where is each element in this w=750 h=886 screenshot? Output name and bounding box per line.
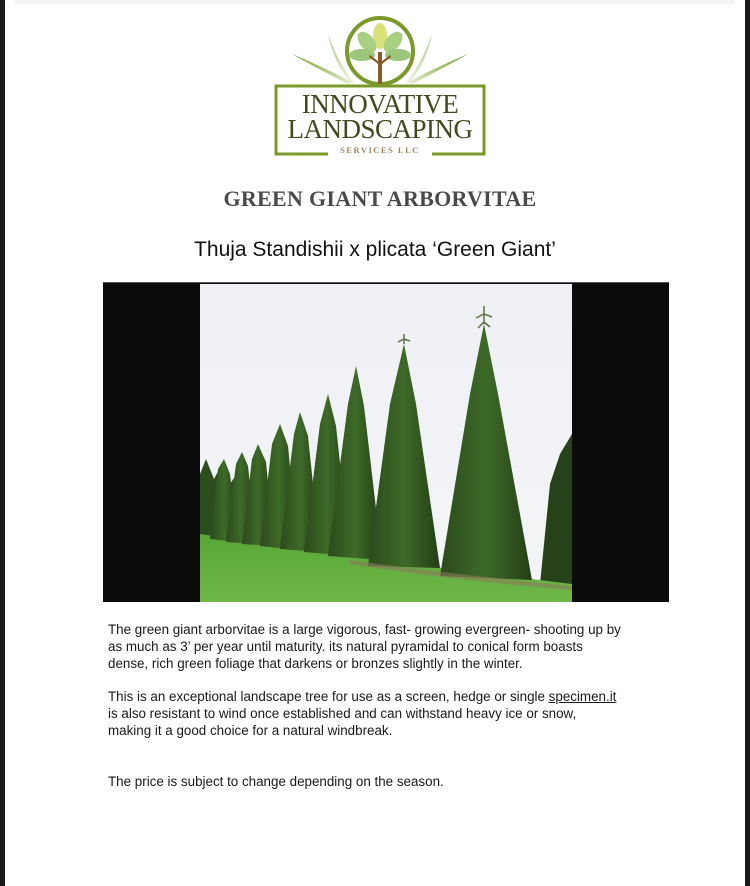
p2-line1-text: This is an exceptional landscape tree for use as a screen, hedge or single bbox=[108, 689, 549, 704]
price-note bbox=[108, 773, 688, 790]
botanical-name: Thuja Standishii x plicata ‘Green Giant’ bbox=[194, 238, 556, 261]
top-edge-shade bbox=[15, 0, 735, 4]
description-paragraph-1 bbox=[108, 621, 688, 672]
p3-line1: The price is subject to change depending on the season. bbox=[108, 774, 444, 789]
p2-line2: is also resistant to wind once established and can withstand heavy ice or snow, bbox=[108, 706, 577, 721]
logo-line-landscaping: LANDSCAPING bbox=[287, 114, 473, 144]
document-page bbox=[5, 0, 745, 886]
company-logo bbox=[270, 12, 490, 160]
p1-line1: The green giant arborvitae is a large vigorous, fast- growing evergreen- shooting up by bbox=[108, 622, 621, 637]
photo-frame bbox=[103, 282, 669, 602]
tree-row-image bbox=[200, 284, 572, 602]
description-paragraph-2 bbox=[108, 688, 688, 739]
p2-line1 bbox=[108, 688, 688, 705]
logo-line-services: SERVICES LLC bbox=[340, 145, 420, 155]
p2-line3: making it a good choice for a natural windbreak. bbox=[108, 723, 393, 738]
page-title: GREEN GIANT ARBORVITAE bbox=[223, 186, 537, 211]
arborvitae-photo bbox=[200, 284, 572, 602]
p1-line2: as much as 3’ per year until maturity. its natural pyramidal to conical form boasts bbox=[108, 639, 583, 654]
logo-line-innovative: INNOVATIVE bbox=[301, 89, 459, 119]
specimen-link[interactable]: specimen.it bbox=[548, 689, 617, 704]
p1-line3: dense, rich green foliage that darkens or bronzes slightly in the winter. bbox=[108, 656, 523, 671]
